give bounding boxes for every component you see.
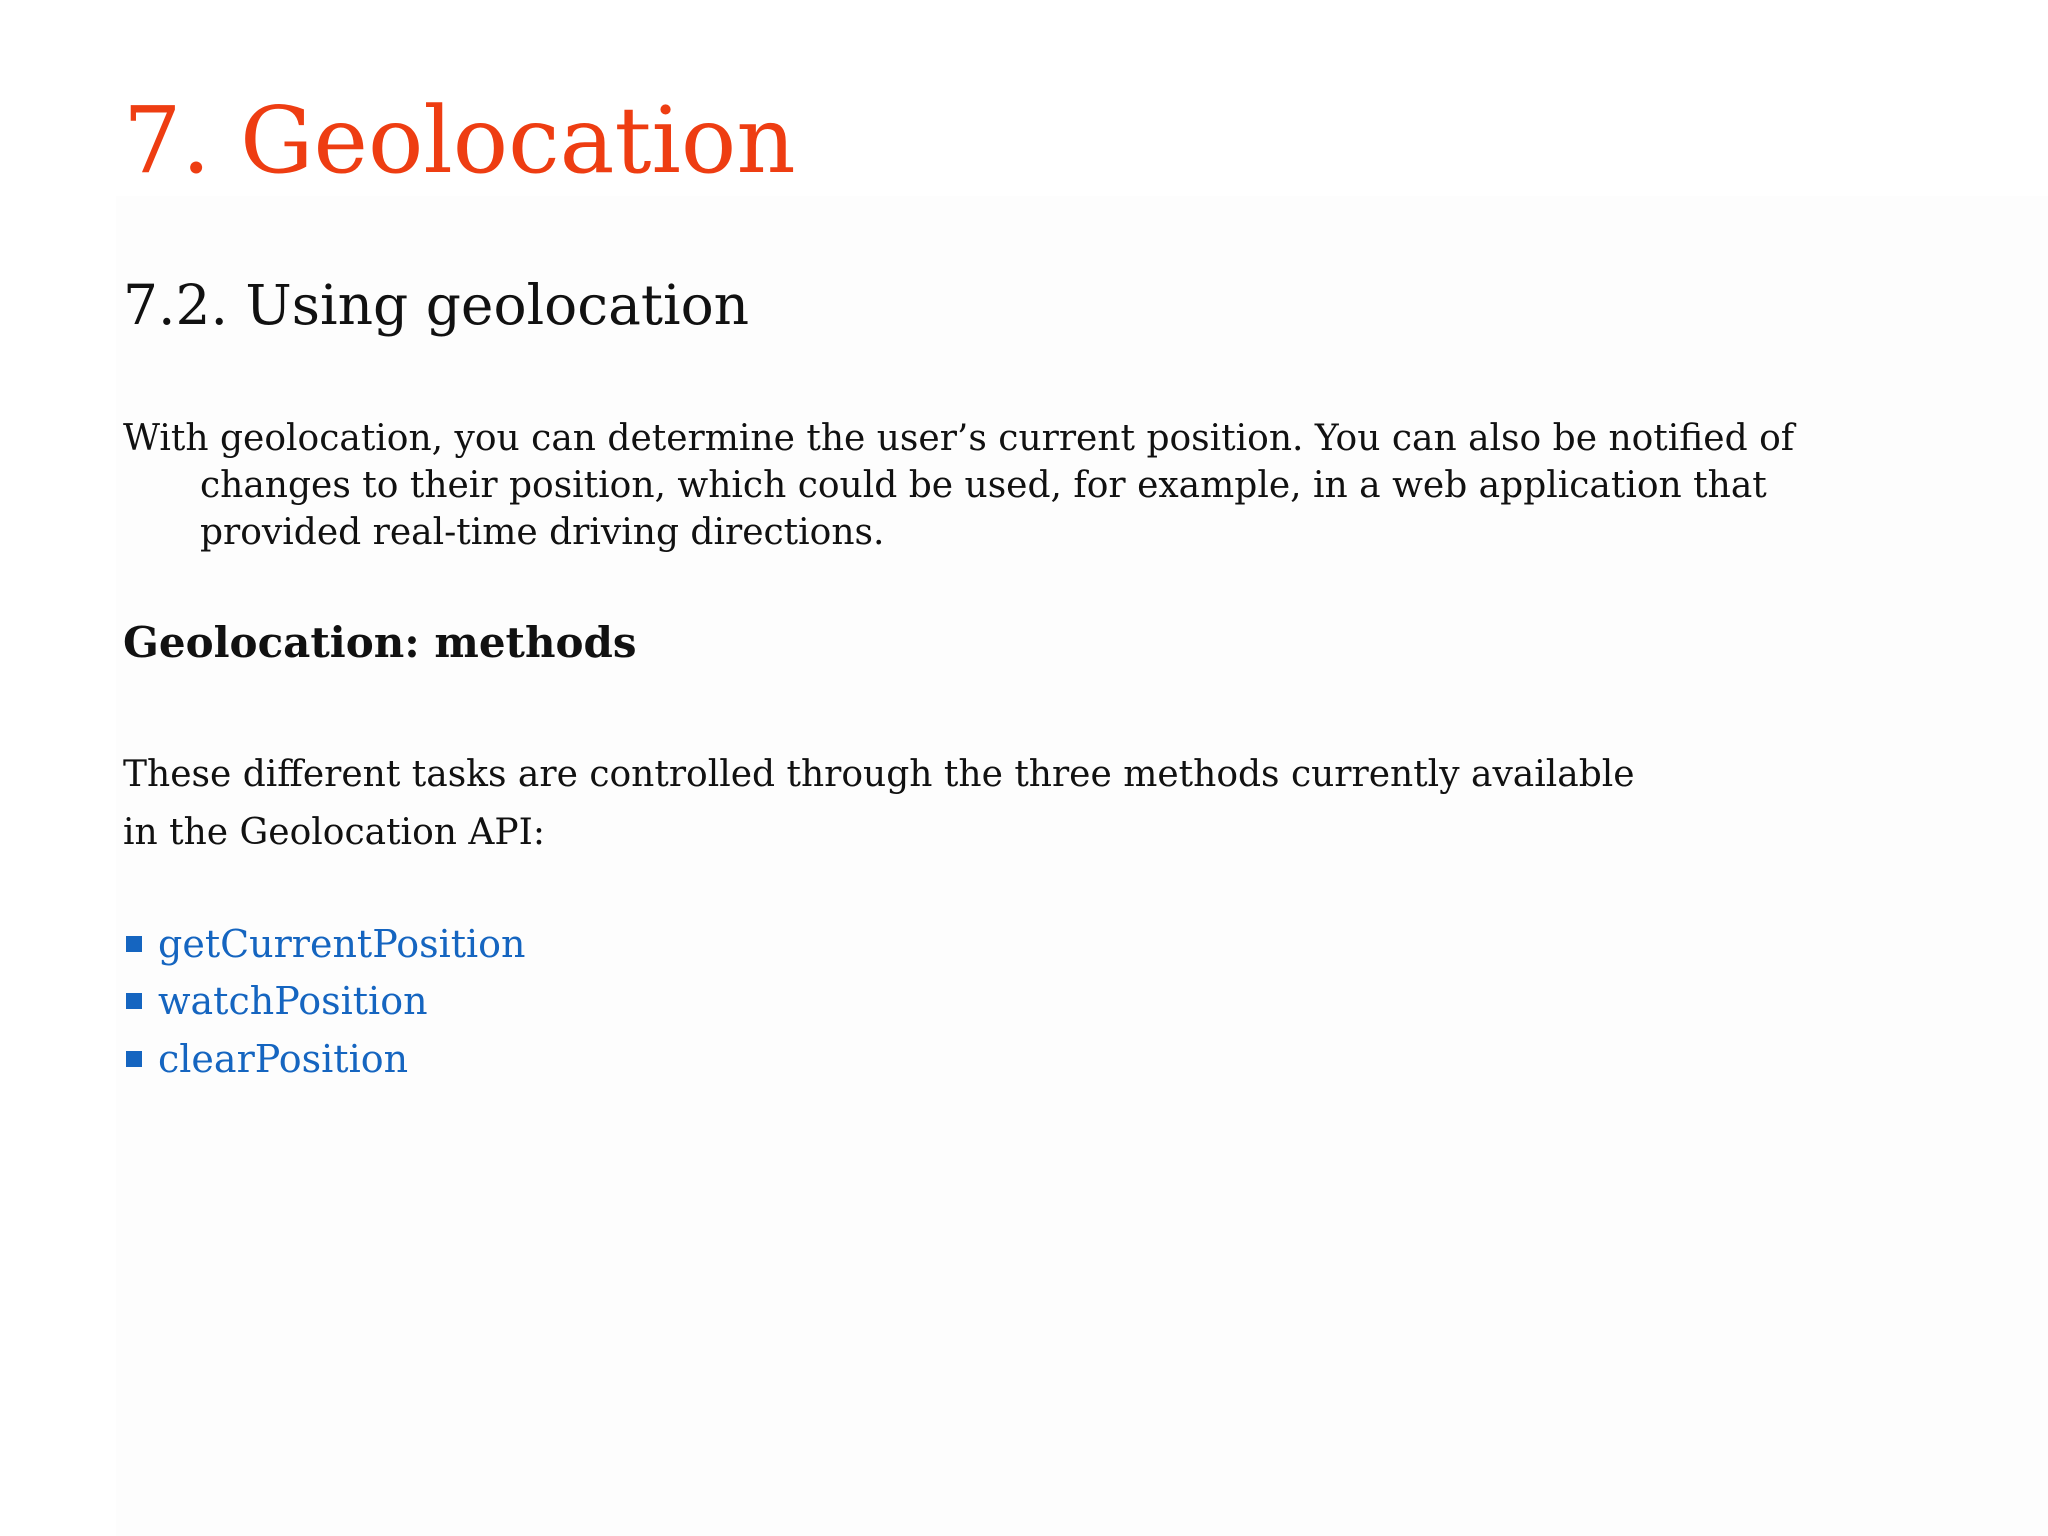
- list-item-get-current-position: [123, 915, 526, 973]
- square-bullet-icon: [126, 1051, 142, 1067]
- methods-description: [123, 746, 1643, 862]
- methods-heading: Geolocation: methods: [123, 618, 637, 667]
- square-bullet-icon: [126, 993, 142, 1009]
- list-item-watch-position: [123, 973, 526, 1031]
- methods-description-line-2: in the Geolocation API:: [123, 812, 545, 853]
- link-get-current-position[interactable]: getCurrentPosition: [158, 921, 526, 966]
- page-background: [116, 196, 2048, 1536]
- methods-description-line-1: These different tasks are controlled through the three methods currently available: [123, 754, 1635, 795]
- square-bullet-icon: [126, 936, 142, 952]
- link-clear-position[interactable]: clearPosition: [158, 1036, 409, 1081]
- methods-list: [123, 915, 526, 1088]
- section-title: 7.2. Using geolocation: [123, 273, 750, 337]
- list-item-clear-position: [123, 1030, 526, 1088]
- link-watch-position[interactable]: watchPosition: [158, 979, 428, 1024]
- chapter-title: 7. Geolocation: [123, 87, 796, 194]
- intro-paragraph: With geolocation, you can determine the user’s current position. You can also be notified of changes to their position, which could be used, for example, in a web application that provided real-time driving directions.: [123, 418, 1795, 553]
